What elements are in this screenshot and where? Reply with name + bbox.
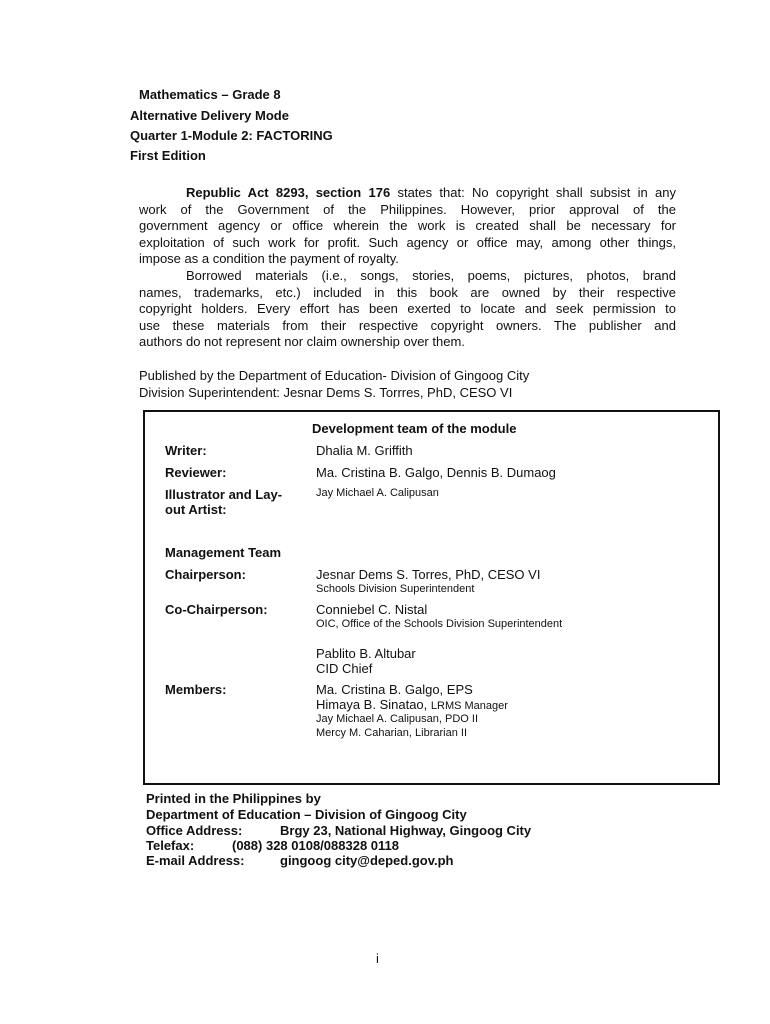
department-division: Department of Education – Division of Gingoog City <box>146 807 467 822</box>
division-superintendent: Division Superintendent: Jesnar Dems S. Torrres, PhD, CESO VI <box>139 385 513 400</box>
chairperson-label: Chairperson: <box>165 567 246 582</box>
office-address-value: Brgy 23, National Highway, Gingoog City <box>280 823 532 838</box>
member-1: Ma. Cristina B. Galgo, EPS <box>316 682 473 697</box>
subject-title: Mathematics – Grade 8 <box>139 87 281 102</box>
member-2-title: LRMS Manager <box>430 700 508 712</box>
copyright-line-1-text: states that: No copyright shall subsist in any <box>397 185 676 200</box>
development-team-title: Development team of the module <box>312 421 517 436</box>
copyright-line-2: work of the Government of the Philippines. However, prior approval of the <box>139 201 676 217</box>
co-chairperson-name: Conniebel C. Nistal <box>316 602 428 617</box>
illustrator-label-2: out Artist: <box>165 502 227 517</box>
printed-in: Printed in the Philippines by <box>146 791 321 806</box>
published-by: Published by the Department of Education- Division of Gingoog City <box>139 368 530 383</box>
borrowed-line-2: names, trademarks, etc.) included in this book are owned by their respective <box>139 284 676 300</box>
illustrator-label-1: Illustrator and Lay- <box>165 487 283 502</box>
member-3: Jay Michael A. Calipusan, PDO II <box>316 713 479 725</box>
copyright-act: Republic Act 8293, section 176 <box>186 185 391 200</box>
edition: First Edition <box>130 148 206 163</box>
borrowed-materials-paragraph <box>139 268 676 351</box>
copyright-line-5: impose as a condition the payment of royalty. <box>139 251 399 267</box>
member-2 <box>316 697 508 712</box>
member-4: Mercy M. Caharian, Librarian II <box>316 727 467 739</box>
co-chairperson-label: Co-Chairperson: <box>165 602 268 617</box>
copyright-paragraph <box>139 185 676 268</box>
co-chairperson-2-name: Pablito B. Altubar <box>316 646 416 661</box>
chairperson-title: Schools Division Superintendent <box>316 583 475 595</box>
copyright-line-4: exploitation of such work for profit. Such agency or office may, among other things, <box>139 234 676 250</box>
office-address-label: Office Address: <box>146 823 243 838</box>
members-label: Members: <box>165 682 227 697</box>
delivery-mode: Alternative Delivery Mode <box>130 108 289 123</box>
management-team-label: Management Team <box>165 545 282 560</box>
email-value: gingoog city@deped.gov.ph <box>280 853 454 868</box>
writer-label: Writer: <box>165 443 207 458</box>
reviewer-label: Reviewer: <box>165 465 227 480</box>
copyright-line-3: government agency or office wherein the work is created shall be necessary for <box>139 218 676 234</box>
borrowed-line-3: copyright holders. Every effort has been exerted to locate and seek permission to <box>139 301 676 317</box>
co-chairperson-title: OIC, Office of the Schools Division Superintendent <box>316 618 563 630</box>
co-chairperson-2-title: CID Chief <box>316 661 373 676</box>
email-label: E-mail Address: <box>146 853 245 868</box>
reviewer-names: Ma. Cristina B. Galgo, Dennis B. Dumaog <box>316 465 556 480</box>
member-2-name: Himaya B. Sinatao, <box>316 697 428 712</box>
borrowed-line-1: Borrowed materials (i.e., songs, stories, poems, pictures, photos, brand <box>186 268 676 283</box>
copyright-line-1 <box>139 185 676 202</box>
telefax-label: Telefax: <box>146 838 195 853</box>
illustrator-name: Jay Michael A. Calipusan <box>316 487 439 499</box>
telefax-value: (088) 328 0108/088328 0118 <box>232 838 399 853</box>
writer-name: Dhalia M. Griffith <box>316 443 413 458</box>
chairperson-name: Jesnar Dems S. Torres, PhD, CESO VI <box>316 567 541 582</box>
page-number: i <box>376 951 379 966</box>
module-title: Quarter 1-Module 2: FACTORING <box>130 128 333 143</box>
borrowed-line-5: authors do not represent nor claim ownership over them. <box>139 334 465 350</box>
borrowed-line-4: use these materials from their respective copyright owners. The publisher and <box>139 317 676 333</box>
